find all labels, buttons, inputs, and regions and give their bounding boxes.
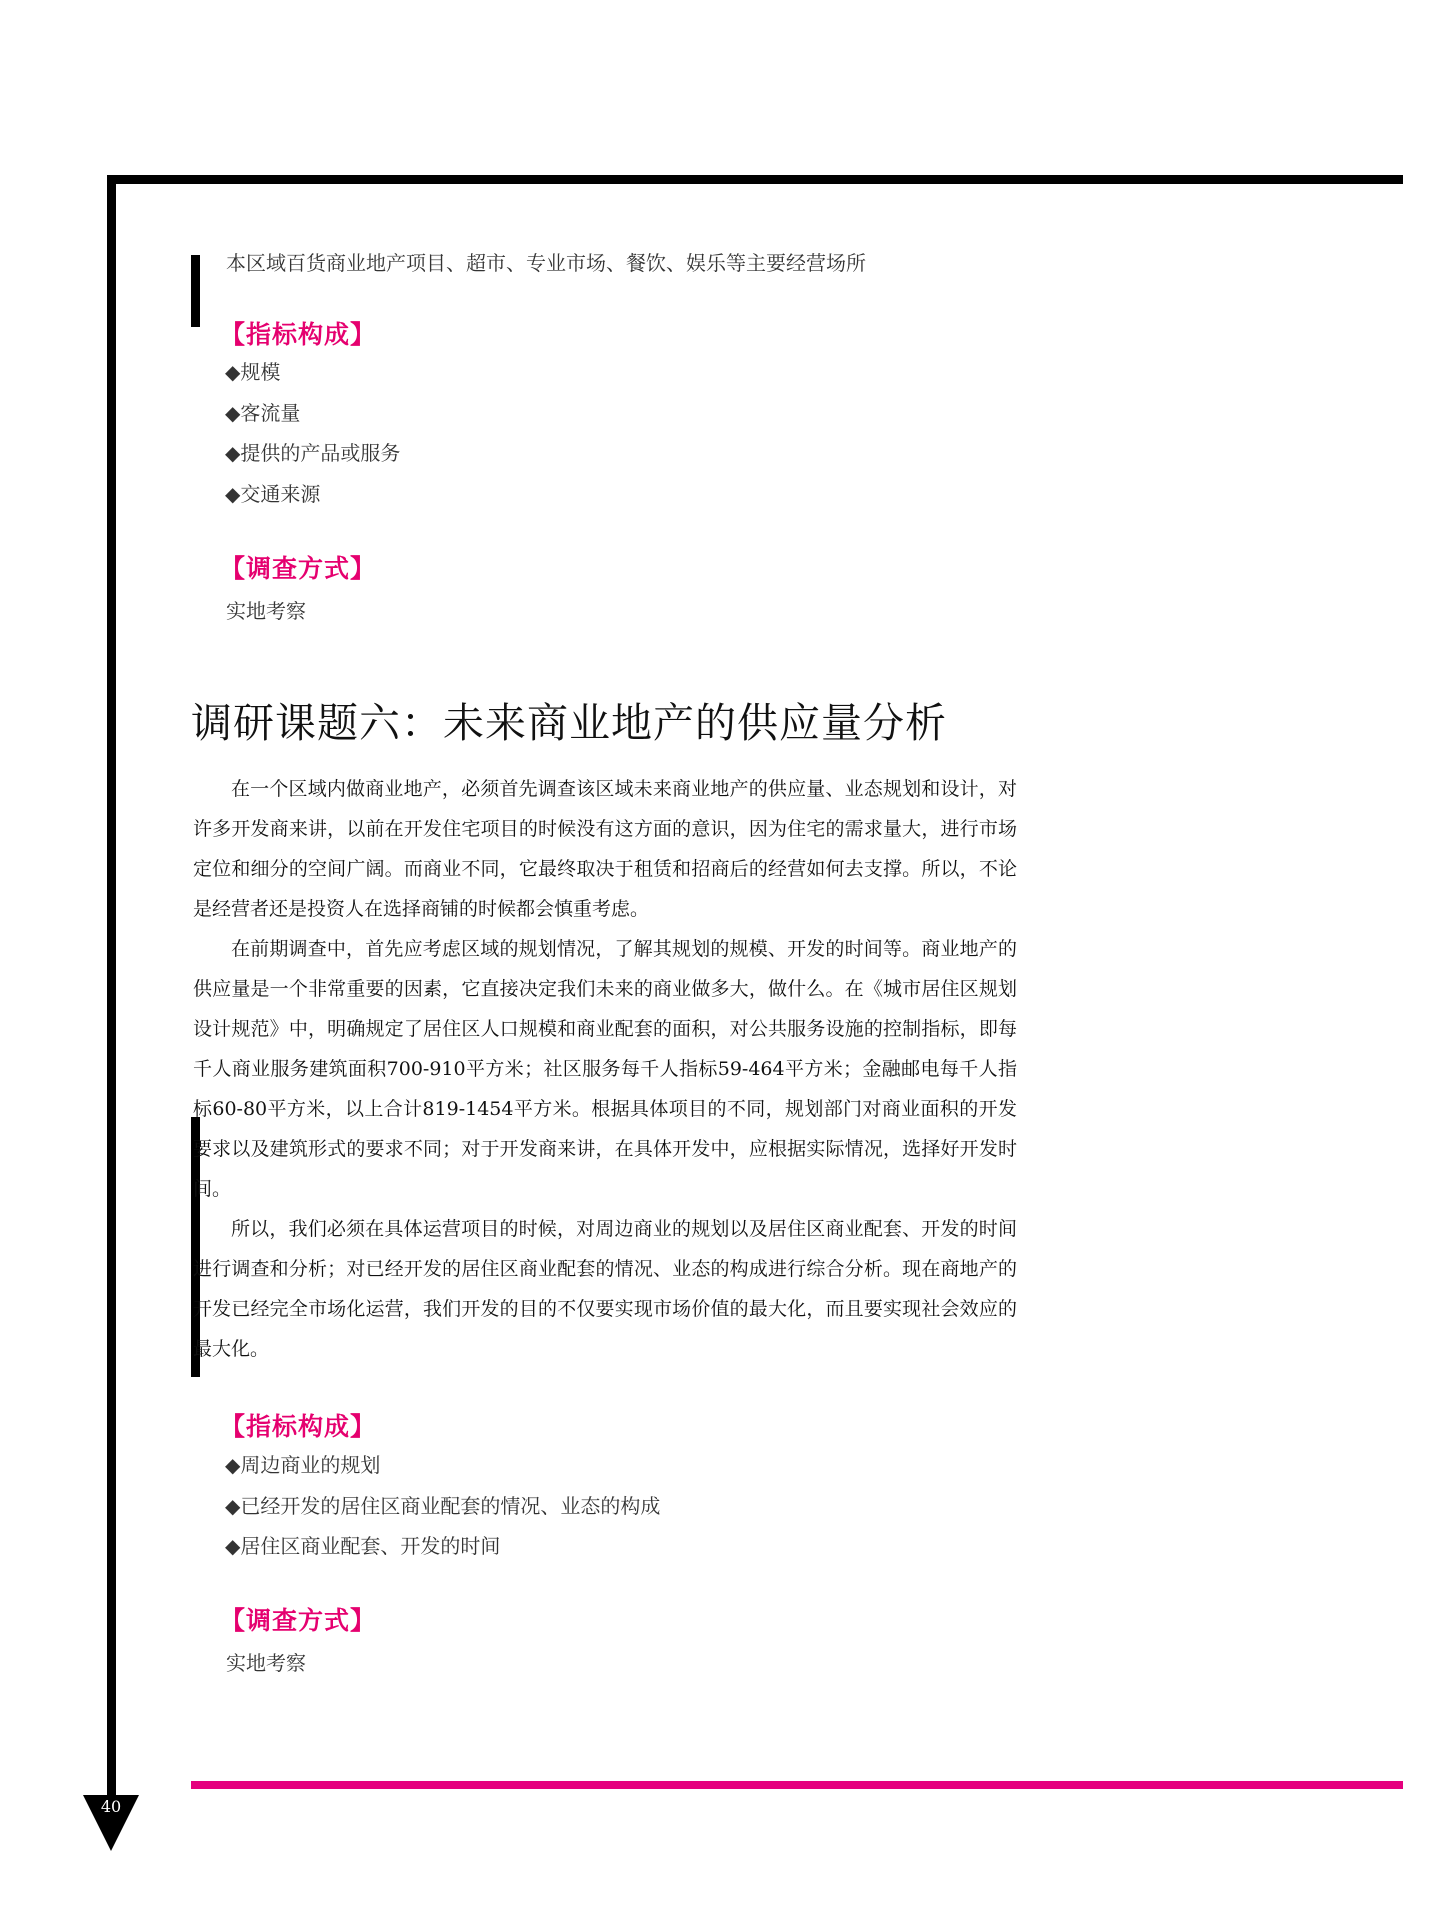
frame-top-rule [107, 175, 1403, 184]
section-title: 调研课题六：未来商业地产的供应量分析 [191, 699, 947, 747]
bottom-accent-rule [191, 1781, 1403, 1789]
method-text-2: 实地考察 [226, 1651, 306, 1675]
intro-text: 本区域百货商业地产项目、超市、专业市场、餐饮、娱乐等主要经营场所 [226, 251, 866, 275]
page-number: 40 [100, 1797, 122, 1816]
list-item: ◆已经开发的居住区商业配套的情况、业态的构成 [225, 1493, 661, 1518]
indicators-list [225, 352, 400, 514]
frame-left-rule [107, 175, 116, 1805]
list-item: ◆周边商业的规划 [225, 1453, 381, 1477]
paragraph: 在前期调查中，首先应考虑区域的规划情况，了解其规划的规模、开发的时间等。商业地产的供应量是一个非常重要的因素，它直接决定我们未来的商业做多大，做什么。在《城市居住区规划设计规范》中，明确规定了居住区人口规模和商业配套的面积，对公共服务设施的控制指标，即每千人商业服务建筑面积700-910平方米；社区服务每千人指标59-464平方米；金融邮电每千人指标60-80平方米，以上合计819-1454平方米。根据具体项目的不同，规划部门对商业面积的开发要求以及建筑形式的要求不同；对于开发商来讲，在具体开发中，应根据实际情况，选择好开发时间。 [193, 938, 1017, 1200]
indicators-heading-2: 【指标构成】 [220, 1412, 377, 1441]
list-item: ◆交通来源 [225, 481, 321, 506]
list-item: ◆客流量 [225, 400, 301, 425]
accent-bar-top [191, 255, 200, 327]
method-text: 实地考察 [226, 599, 306, 623]
method-heading-2: 【调查方式】 [220, 1606, 377, 1635]
paragraph: 所以，我们必须在具体运营项目的时候，对周边商业的规划以及居住区商业配套、开发的时间进行调查和分析；对已经开发的居住区商业配套的情况、业态的构成进行综合分析。现在商地产的开发已经完全市场化运营，我们开发的目的不仅要实现市场价值的最大化，而且要实现社会效应的最大化。 [193, 1218, 1017, 1360]
body-text [193, 769, 1017, 1369]
list-item: ◆居住区商业配套、开发的时间 [225, 1534, 501, 1558]
list-item: ◆规模 [225, 360, 281, 384]
indicators-heading: 【指标构成】 [220, 320, 377, 349]
paragraph: 在一个区域内做商业地产，必须首先调查该区域未来商业地产的供应量、业态规划和设计，对许多开发商来讲，以前在开发住宅项目的时候没有这方面的意识，因为住宅的需求量大，进行市场定位和细分的空间广阔。而商业不同，它最终取决于租赁和招商后的经营如何去支撑。所以，不论是经营者还是投资人在选择商铺的时候都会慎重考虑。 [193, 778, 1017, 920]
method-heading: 【调查方式】 [220, 554, 377, 583]
indicators-list-2 [225, 1445, 660, 1567]
list-item: ◆提供的产品或服务 [225, 441, 401, 465]
